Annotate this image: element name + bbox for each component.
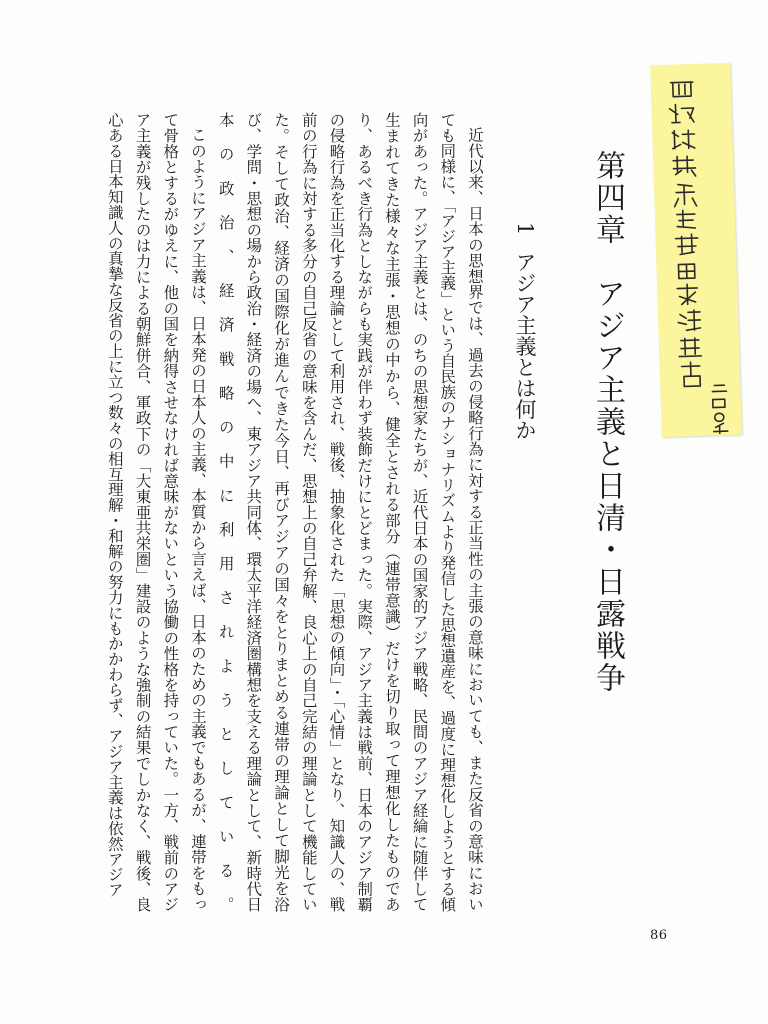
paragraph: 近代以来、日本の思想界では、過去の侵略行為に対する正当性の主張の意味においても、また反省の意味においても同様に、「アジア主義」という自民族のナショナリズムより発信した思想遺産を、過度に理想化しようとする傾向があった。アジア主義とは、のちの思想家たちが、近代日本の国家的アジア戦略、民間のアジア経綸に随伴して生まれてきた様々な主張・思想の中から、健全とされる部分（連帯意識）だけを切り取って理想化したものであり、あるべき行為としながらも実践が伴わず装飾だけにとどまった。実際、アジア主義は戦前、日本のアジア制覇の侵略行為を正当化する理論として利用され、戦後、抽象化された「思想の傾向」・「心情」となり、知識人の、戦前の行為に対する多分の自己反省の意味を含んだ、思想上の自己弁解、良心上の自己完結の理論として機能していた。そして政治、経済の国際化が進んできた今日、再びアジアの国々をとりまとめる連帯の理論として脚光を浴び、学問・思想の場から政治・経済の場へ、東アジア共同体、環太平洋経済圏構想を支える理論として、新時代日本の政治、経済戦略の中に利用されようとしている。	[216, 112, 484, 912]
page-number: 86	[650, 928, 668, 943]
paragraph: このようにアジア主義は、日本発の日本人の主義、本質から言えば、日本のための主義でもあるが、連帯をもって骨格とするがゆえに、他の国を納得させなければ意味がないという協働の性格を持っていた。一方、戦前のアジア主義が残したのは力による朝鮮併合、軍政下の「大東亜共栄圏」建設のような強制の結果でしかなく、戦後、良心ある日本知識人の真摯な反省の上に立つ数々の相互理解・和解の努力にもかかわらず、アジア主義は依然アジア	[105, 112, 207, 912]
section-heading	[514, 222, 535, 440]
body-text	[88, 112, 488, 912]
chapter-title: 第四章 アジア主義と日清・日露戦争	[590, 150, 625, 694]
section-title: アジア主義とは何か	[513, 251, 537, 441]
sticky-note	[650, 63, 742, 437]
handwritten-citation	[650, 63, 742, 437]
section-number: 1	[513, 222, 537, 236]
